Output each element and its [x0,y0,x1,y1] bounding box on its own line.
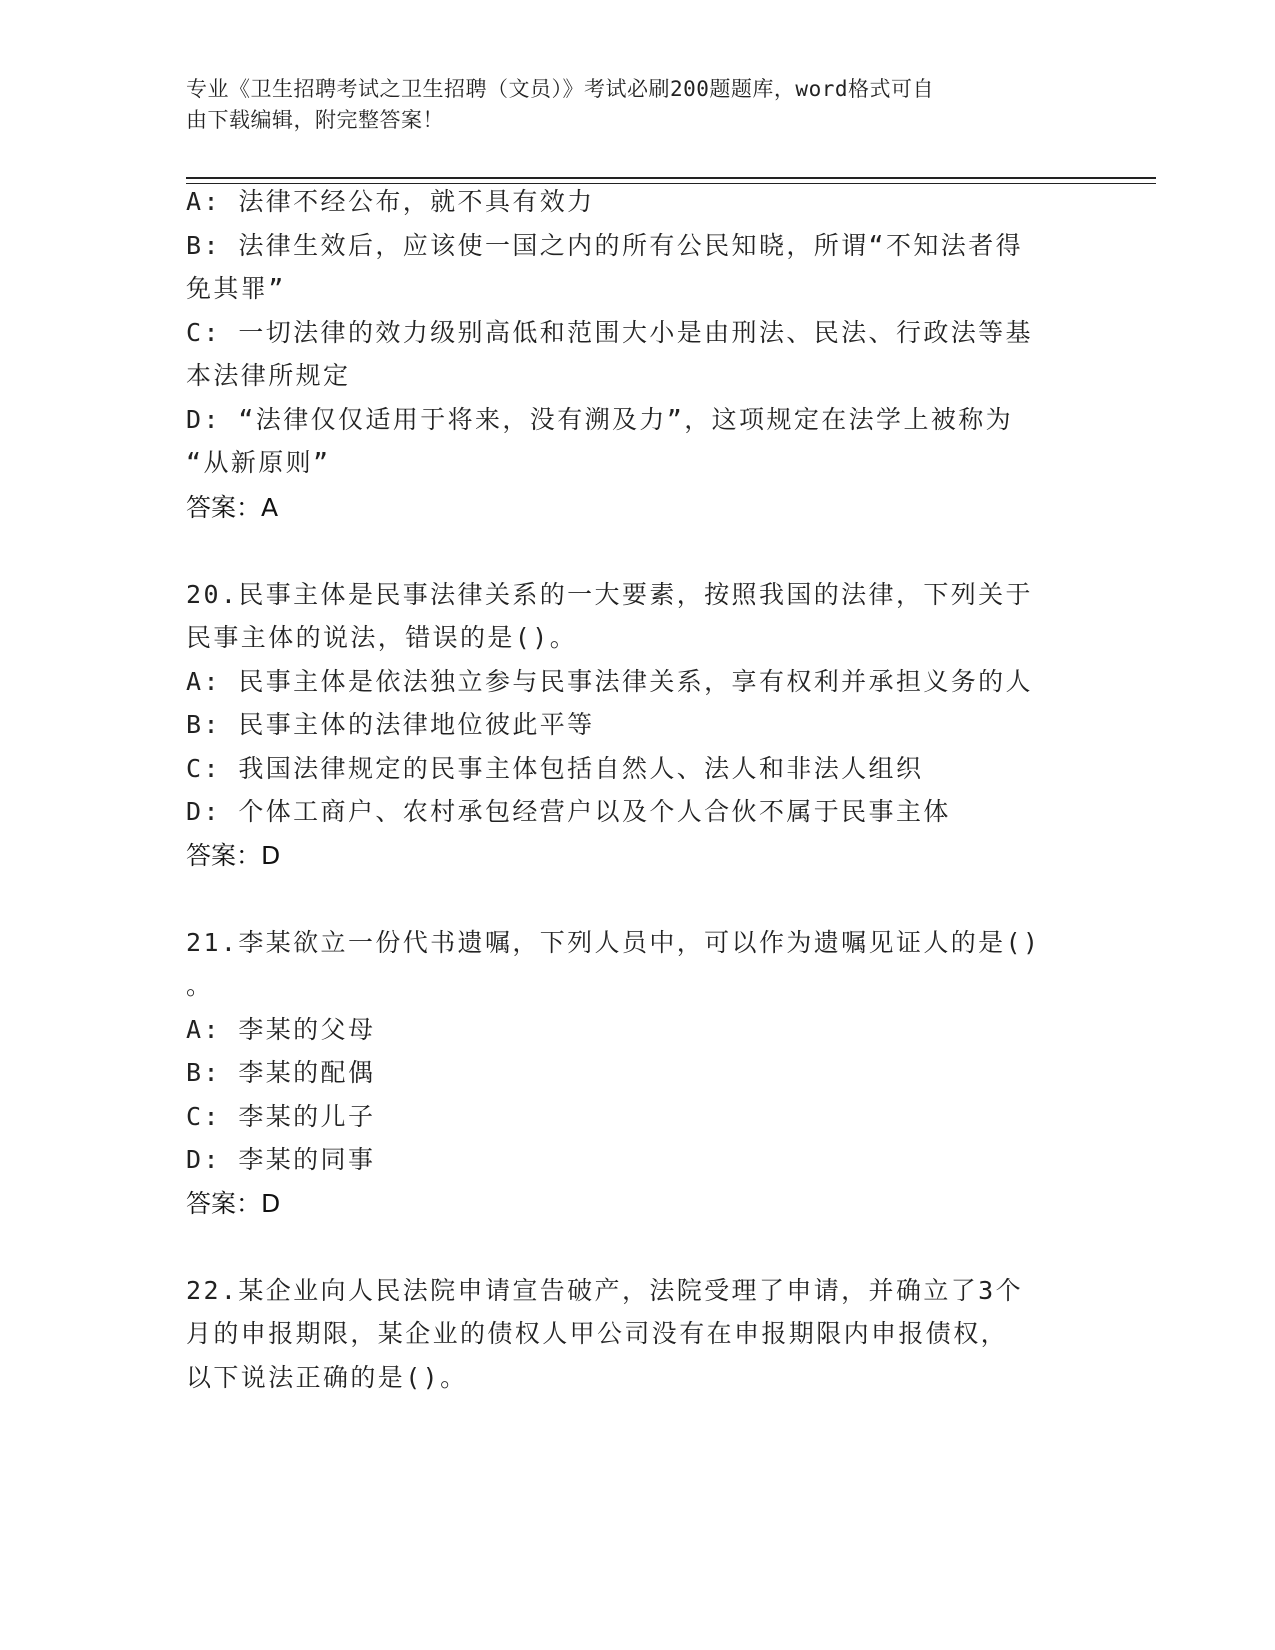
q19-option-d-line2: “从新原则” [186,448,331,477]
q20-option-d: D: 个体工商户、农村承包经营户以及个人合伙不属于民事主体 [186,797,951,826]
q19-answer: 答案：A [186,493,279,522]
q20-option-b: B: 民事主体的法律地位彼此平等 [186,710,595,739]
q19-option-c-line2: 本法律所规定 [186,361,351,390]
q20-option-c: C: 我国法律规定的民事主体包括自然人、法人和非法人组织 [186,754,924,783]
q19-option-b-line2: 免其罪” [186,274,286,303]
q21-stem-line1: 21.李某欲立一份代书遗嘱，下列人员中，可以作为遗嘱见证人的是() [186,928,1041,957]
document-header [186,74,1066,136]
header-line-1: 专业《卫生招聘考试之卫生招聘（文员）》考试必刷200题题库，word格式可自 [186,77,934,101]
q19-option-c-line1: C: 一切法律的效力级别高低和范围大小是由刑法、民法、行政法等基 [186,318,1033,347]
q21-answer: 答案：D [186,1189,281,1218]
q20-stem-line2: 民事主体的说法，错误的是()。 [186,623,578,652]
q22-stem-line1: 22.某企业向人民法院申请宣告破产，法院受理了申请，并确立了3个 [186,1276,1024,1305]
q20-option-a: A: 民事主体是依法独立参与民事法律关系，享有权利并承担义务的人 [186,667,1033,696]
header-divider-thick [186,177,1156,179]
q19-option-a: A: 法律不经公布，就不具有效力 [186,187,595,216]
q22-stem-line2: 月的申报期限，某企业的债权人甲公司没有在申报期限内申报债权， [186,1319,1009,1348]
header-divider-thin [186,183,1156,184]
q21-option-c: C: 李某的儿子 [186,1102,376,1131]
q21-option-d: D: 李某的同事 [186,1145,376,1174]
q19-option-d-line1: D: “法律仅仅适用于将来，没有溯及力”，这项规定在法学上被称为 [186,405,1014,434]
q20-answer: 答案：D [186,841,281,870]
q21-option-a: A: 李某的父母 [186,1015,376,1044]
header-line-2: 由下载编辑，附完整答案！ [186,108,444,132]
q19-option-b-line1: B: 法律生效后，应该使一国之内的所有公民知晓，所谓“不知法者得 [186,231,1024,260]
q21-option-b: B: 李某的配偶 [186,1058,376,1087]
q22-stem-line3: 以下说法正确的是()。 [186,1363,468,1392]
q21-stem-line2: 。 [186,971,214,1000]
q20-stem-line1: 20.民事主体是民事法律关系的一大要素，按照我国的法律，下列关于 [186,580,1033,609]
